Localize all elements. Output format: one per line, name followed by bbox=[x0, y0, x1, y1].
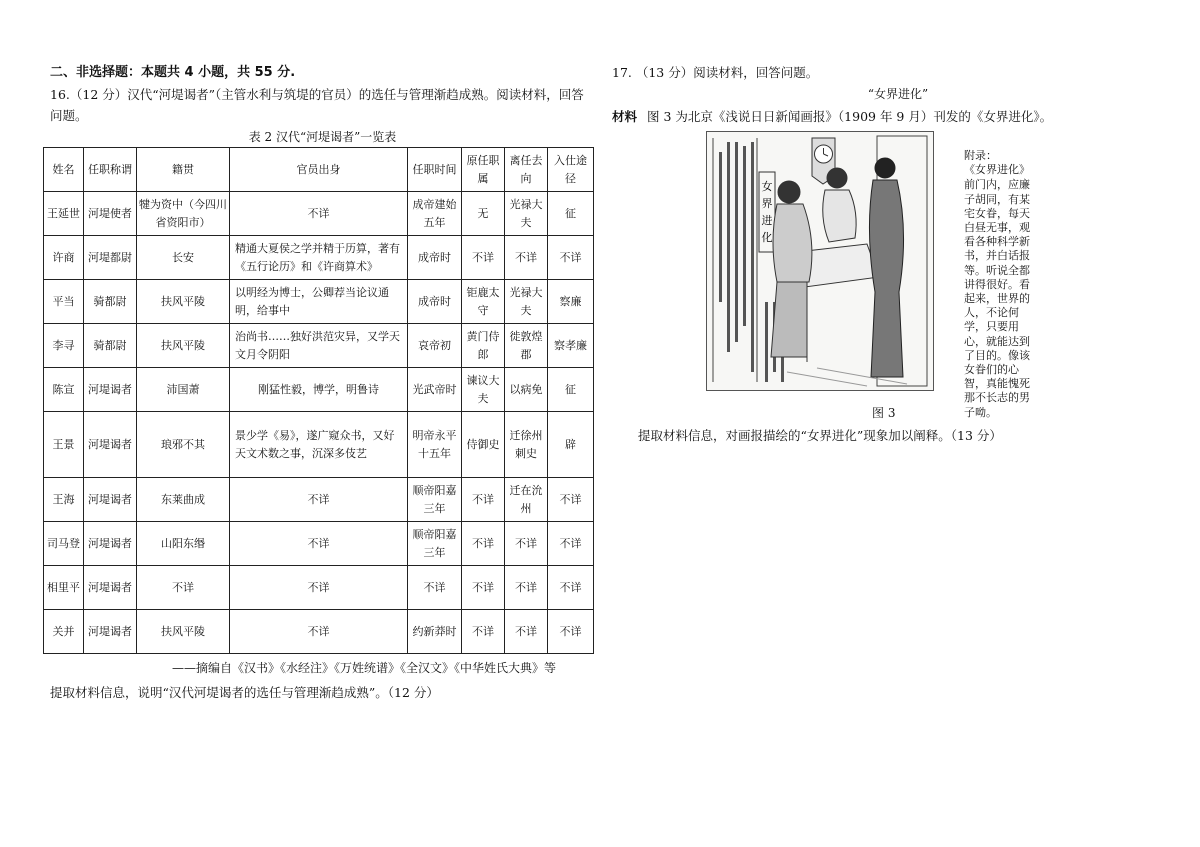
table-row bbox=[44, 192, 594, 236]
cell-title: 河堤谒者 bbox=[84, 610, 137, 654]
appendix-block bbox=[964, 149, 1034, 420]
cell-next-post: 徙敦煌郡 bbox=[505, 324, 548, 368]
cell-time: 成帝时 bbox=[408, 236, 462, 280]
table-header-row bbox=[44, 148, 594, 192]
cell-time: 成帝建始五年 bbox=[408, 192, 462, 236]
q16-question: 提取材料信息，说明“汉代河堤谒者的选任与管理渐趋成熟”。（12 分） bbox=[50, 685, 439, 700]
cell-title: 河堤谒者 bbox=[84, 412, 137, 478]
cell-origin: 扶风平陵 bbox=[137, 324, 230, 368]
cell-name: 王海 bbox=[44, 478, 84, 522]
cell-next-post: 迁在沇州 bbox=[505, 478, 548, 522]
material-text: 图 3 为北京《浅说日日新闻画报》（1909 年 9 月）刊发的《女界进化》。 bbox=[647, 109, 1053, 124]
cell-background: 景少学《易》，遂广窥众书，又好天文术数之事，沉深多伎艺 bbox=[230, 412, 408, 478]
col-header: 任职时间 bbox=[408, 148, 462, 192]
cell-entry: 不详 bbox=[548, 236, 594, 280]
cell-origin: 扶风平陵 bbox=[137, 280, 230, 324]
table-row bbox=[44, 368, 594, 412]
cell-time: 哀帝初 bbox=[408, 324, 462, 368]
cell-next-post: 不详 bbox=[505, 610, 548, 654]
cell-name: 王景 bbox=[44, 412, 84, 478]
table-row bbox=[44, 478, 594, 522]
cell-title: 骑都尉 bbox=[84, 324, 137, 368]
col-header: 入仕途径 bbox=[548, 148, 594, 192]
figure-caption: 图 3 bbox=[872, 406, 896, 420]
cell-next-post: 以病免 bbox=[505, 368, 548, 412]
table-row bbox=[44, 566, 594, 610]
cell-time: 成帝时 bbox=[408, 280, 462, 324]
cell-title: 河堤都尉 bbox=[84, 236, 137, 280]
table-row bbox=[44, 522, 594, 566]
q17-stem: 17. （13 分）阅读材料，回答问题。 bbox=[612, 65, 819, 80]
cell-prev-post: 不详 bbox=[462, 236, 505, 280]
cell-background: 不详 bbox=[230, 610, 408, 654]
table-row bbox=[44, 324, 594, 368]
cell-origin: 琅邪不其 bbox=[137, 412, 230, 478]
cell-entry: 不详 bbox=[548, 478, 594, 522]
cell-next-post: 光禄大夫 bbox=[505, 280, 548, 324]
cell-entry: 不详 bbox=[548, 566, 594, 610]
cell-entry: 征 bbox=[548, 368, 594, 412]
appendix-title: 《女界进化》 bbox=[964, 163, 1030, 177]
cell-background: 不详 bbox=[230, 522, 408, 566]
cell-prev-post: 侍御史 bbox=[462, 412, 505, 478]
cell-background: 不详 bbox=[230, 192, 408, 236]
cell-background: 刚猛性毅，博学，明鲁诗 bbox=[230, 368, 408, 412]
table-row bbox=[44, 236, 594, 280]
cell-title: 河堤谒者 bbox=[84, 478, 137, 522]
cell-time: 顺帝阳嘉三年 bbox=[408, 522, 462, 566]
cell-next-post: 光禄大夫 bbox=[505, 192, 548, 236]
cell-name: 李寻 bbox=[44, 324, 84, 368]
cell-time: 明帝永平十五年 bbox=[408, 412, 462, 478]
cell-title: 骑都尉 bbox=[84, 280, 137, 324]
cell-title: 河堤谒者 bbox=[84, 522, 137, 566]
officials-table bbox=[43, 147, 594, 654]
cell-time: 光武帝时 bbox=[408, 368, 462, 412]
col-header: 原任职属 bbox=[462, 148, 505, 192]
material-label: 材料 bbox=[612, 109, 638, 124]
section-heading: 二、非选择题：本题共 4 小题，共 55 分. bbox=[50, 65, 296, 80]
figure-3-illustration bbox=[706, 131, 934, 391]
cell-origin: 犍为资中（今四川省资阳市） bbox=[137, 192, 230, 236]
cell-background: 以明经为博士，公卿荐当论议通明，给事中 bbox=[230, 280, 408, 324]
cell-origin: 山阳东缗 bbox=[137, 522, 230, 566]
cell-origin: 沛国萧 bbox=[137, 368, 230, 412]
cell-name: 相里平 bbox=[44, 566, 84, 610]
col-header: 姓名 bbox=[44, 148, 84, 192]
col-header: 离任去向 bbox=[505, 148, 548, 192]
material-line bbox=[612, 107, 1052, 125]
cell-prev-post: 谏议大夫 bbox=[462, 368, 505, 412]
cell-name: 关并 bbox=[44, 610, 84, 654]
table-row bbox=[44, 610, 594, 654]
svg-text:化: 化 bbox=[761, 231, 773, 244]
cell-name: 平当 bbox=[44, 280, 84, 324]
cell-time: 不详 bbox=[408, 566, 462, 610]
svg-text:进: 进 bbox=[761, 214, 773, 227]
appendix-body: 前门内，应廉子胡同，有某宅女眷，每天白昼无事，观看各种科学新书，并白话报等。听说全都讲得很好。看起来，世界的人，不论何学，只要用心，就能达到了目的。像该女眷们的心智，真能愧死那不长志的男子呦。 bbox=[964, 178, 1030, 419]
cell-time: 顺帝阳嘉三年 bbox=[408, 478, 462, 522]
cell-name: 司马登 bbox=[44, 522, 84, 566]
cell-background: 不详 bbox=[230, 478, 408, 522]
cell-background: 不详 bbox=[230, 566, 408, 610]
cell-origin: 东莱曲成 bbox=[137, 478, 230, 522]
cell-next-post: 不详 bbox=[505, 522, 548, 566]
table-row bbox=[44, 412, 594, 478]
cell-entry: 征 bbox=[548, 192, 594, 236]
cell-title: 河堤使者 bbox=[84, 192, 137, 236]
cell-background: 精通大夏侯之学并精于历算，著有《五行论历》和《许商算术》 bbox=[230, 236, 408, 280]
cell-entry: 不详 bbox=[548, 610, 594, 654]
col-header: 官员出身 bbox=[230, 148, 408, 192]
cell-prev-post: 不详 bbox=[462, 522, 505, 566]
q17-question: 提取材料信息，对画报描绘的“女界进化”现象加以阐释。（13 分） bbox=[638, 428, 1002, 443]
cell-prev-post: 钜鹿太守 bbox=[462, 280, 505, 324]
cell-prev-post: 不详 bbox=[462, 478, 505, 522]
cell-title: 河堤谒者 bbox=[84, 566, 137, 610]
cell-prev-post: 不详 bbox=[462, 610, 505, 654]
cell-next-post: 不详 bbox=[505, 566, 548, 610]
cell-origin: 长安 bbox=[137, 236, 230, 280]
table-row bbox=[44, 280, 594, 324]
svg-text:界: 界 bbox=[761, 197, 773, 210]
cell-time: 约新莽时 bbox=[408, 610, 462, 654]
cell-prev-post: 不详 bbox=[462, 566, 505, 610]
three-women-reading-icon bbox=[707, 132, 933, 390]
cell-name: 陈宣 bbox=[44, 368, 84, 412]
table-caption: 表 2 汉代“河堤谒者”一览表 bbox=[248, 130, 397, 144]
cell-next-post: 不详 bbox=[505, 236, 548, 280]
cell-title: 河堤谒者 bbox=[84, 368, 137, 412]
cell-name: 许商 bbox=[44, 236, 84, 280]
table-source: ——摘编自《汉书》《水经注》《万姓统谱》《全汉文》《中华姓氏大典》等 bbox=[172, 661, 557, 675]
cell-entry: 察廉 bbox=[548, 280, 594, 324]
cell-next-post: 迁徐州刺史 bbox=[505, 412, 548, 478]
cell-entry: 察孝廉 bbox=[548, 324, 594, 368]
cell-prev-post: 无 bbox=[462, 192, 505, 236]
col-header: 任职称谓 bbox=[84, 148, 137, 192]
cell-entry: 不详 bbox=[548, 522, 594, 566]
cell-origin: 扶风平陵 bbox=[137, 610, 230, 654]
q16-stem: 16.（12 分）汉代“河堤谒者”（主管水利与筑堤的官员）的选任与管理渐趋成熟。阅读材料，回答问题。 bbox=[50, 87, 584, 123]
cell-origin: 不详 bbox=[137, 566, 230, 610]
col-header: 籍贯 bbox=[137, 148, 230, 192]
cell-prev-post: 黄门侍郎 bbox=[462, 324, 505, 368]
cell-name: 王延世 bbox=[44, 192, 84, 236]
cell-entry: 辟 bbox=[548, 412, 594, 478]
material-title: “女界进化” bbox=[867, 87, 929, 101]
cell-background: 治尚书……独好洪范灾异，又学天文月令阴阳 bbox=[230, 324, 408, 368]
panel-title-char: 女 bbox=[761, 180, 773, 193]
appendix-label: 附录： bbox=[964, 149, 997, 162]
